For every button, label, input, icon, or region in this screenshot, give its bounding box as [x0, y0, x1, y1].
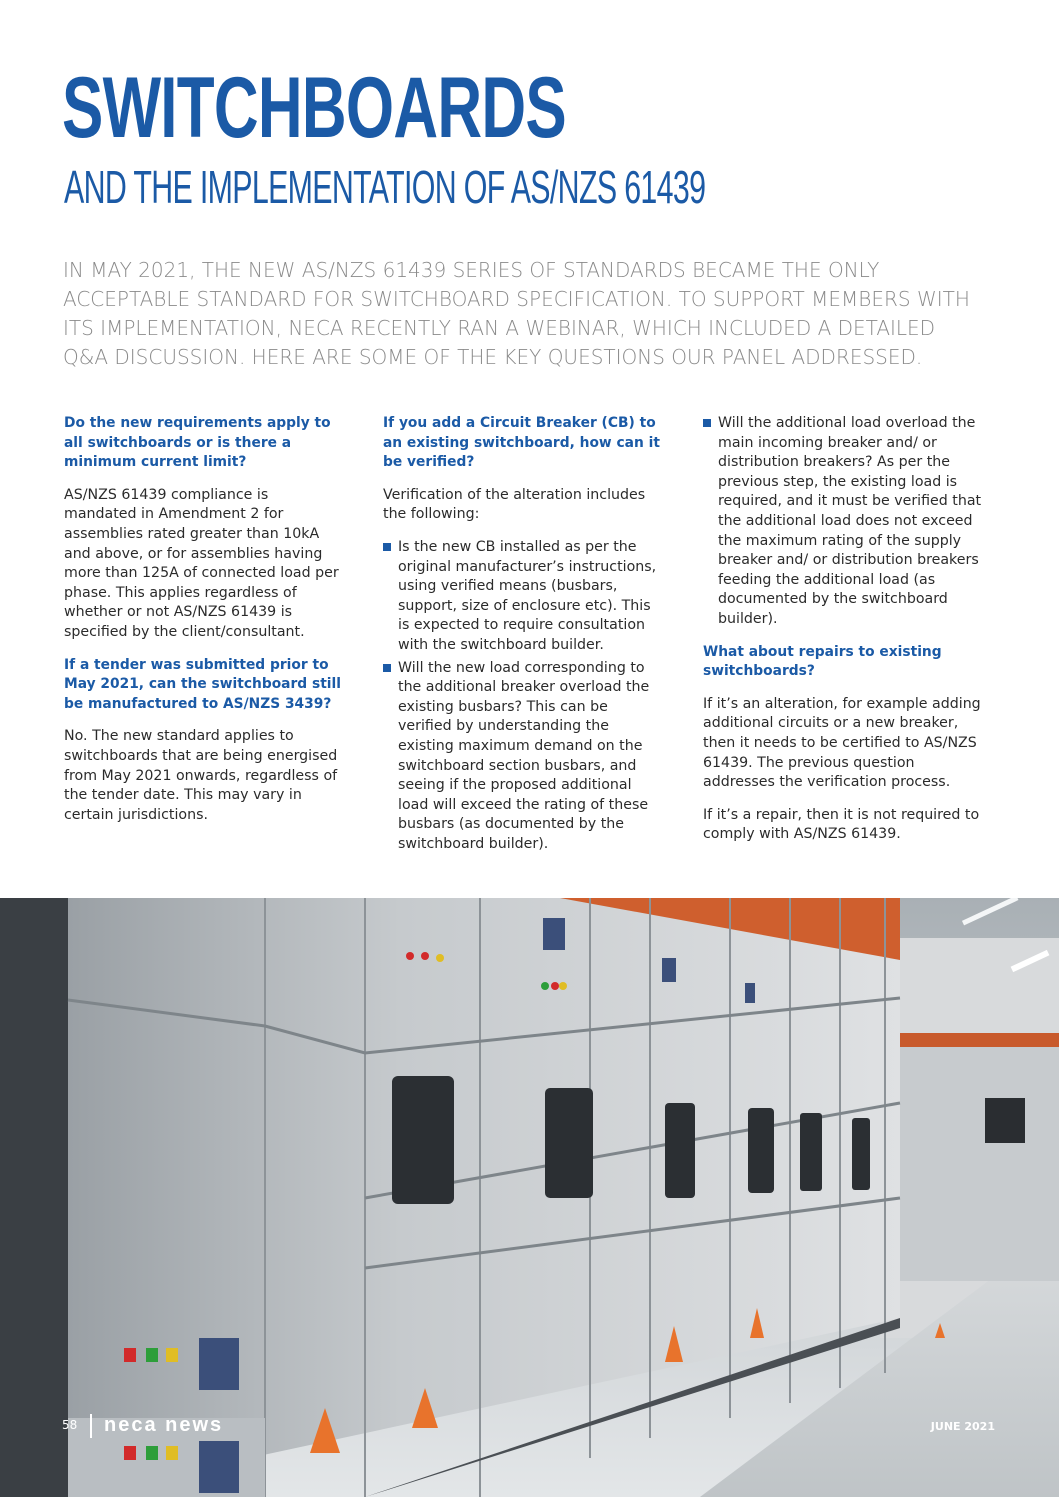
- bullet-item: Will the new load corresponding to the additional breaker overload the existing busbars? This can be verified by understanding the existing maximum demand on the switchboard section busbars, and seeing if the proposed additional load will exceed the rating of these busbars (as documented by the switchboard builder).: [383, 659, 665, 855]
- issue-date: JUNE 2021: [930, 1420, 995, 1433]
- neca-news-logo: neca news: [104, 1414, 224, 1436]
- question-heading: What about repairs to existing switchboards?: [703, 643, 942, 680]
- column-2: [383, 414, 665, 867]
- page-number: 58: [62, 1418, 78, 1432]
- bullet-list: [703, 414, 983, 630]
- article-title: SWITCHBOARDS: [62, 60, 566, 156]
- bullet-item: Will the additional load overload the main incoming breaker and/ or distribution breakers? As per the previous step, the existing load is required, and it must be verified that the additional load does not exceed the maximum rating of the supply breaker and/ or distribution breakers feeding the additional load (as documented by the switchboard builder).: [703, 414, 983, 630]
- question-heading: Do the new requirements apply to all switchboards or is there a minimum current limit?: [64, 415, 331, 471]
- answer-paragraph: No. The new standard applies to switchboards that are being energised from May 2021 onwards, regardless of the tender date. This may vary in certain jurisdictions.: [64, 728, 338, 823]
- answer-paragraph: AS/NZS 61439 compliance is mandated in Amendment 2 for assemblies rated greater than 10kA and above, or for assemblies having more than 125A of connected load per phase. This applies regardless of whether or not AS/NZS 61439 is specified by the client/consultant.: [64, 486, 339, 640]
- column-1: [64, 414, 344, 838]
- question-heading: If a tender was submitted prior to May 2021, can the switchboard still be manufactured to AS/NZS 3439?: [64, 656, 341, 712]
- answer-paragraph: If it’s a repair, then it is not required to comply with AS/NZS 61439.: [703, 806, 980, 843]
- article-intro: IN MAY 2021, THE NEW AS/NZS 61439 SERIES OF STANDARDS BECAME THE ONLY ACCEPTABLE STANDARD FOR SWITCHBOARD SPECIFICATION. TO SUPPORT MEMBERS WITH ITS IMPLEMENTATION, NECA RECENTLY RAN A WEBINAR, WHICH INCLUDED A DETAILED Q&A DISCUSSION. HERE ARE SOME OF THE KEY QUESTIONS OUR PANEL ADDRESSED.: [63, 258, 970, 369]
- answer-paragraph: Verification of the alteration includes the following:: [383, 486, 646, 523]
- article-subtitle: AND THE IMPLEMENTATION OF AS/NZS 61439: [64, 161, 706, 213]
- footer-divider: [90, 1414, 92, 1438]
- answer-paragraph: If it’s an alteration, for example adding additional circuits or a new breaker, then it needs to be certified to AS/NZS 61439. The previous question addresses the verification process.: [703, 695, 981, 791]
- bullet-list: [383, 538, 665, 855]
- question-heading: If you add a Circuit Breaker (CB) to an existing switchboard, how can it be verified?: [383, 415, 660, 471]
- bullet-item: Is the new CB installed as per the original manufacturer’s instructions, using verified means (busbars, support, size of enclosure etc). This is expected to require consultation with the switchboard builder.: [383, 538, 665, 656]
- switchboard-photo: [0, 898, 1059, 1497]
- column-3: [703, 414, 983, 858]
